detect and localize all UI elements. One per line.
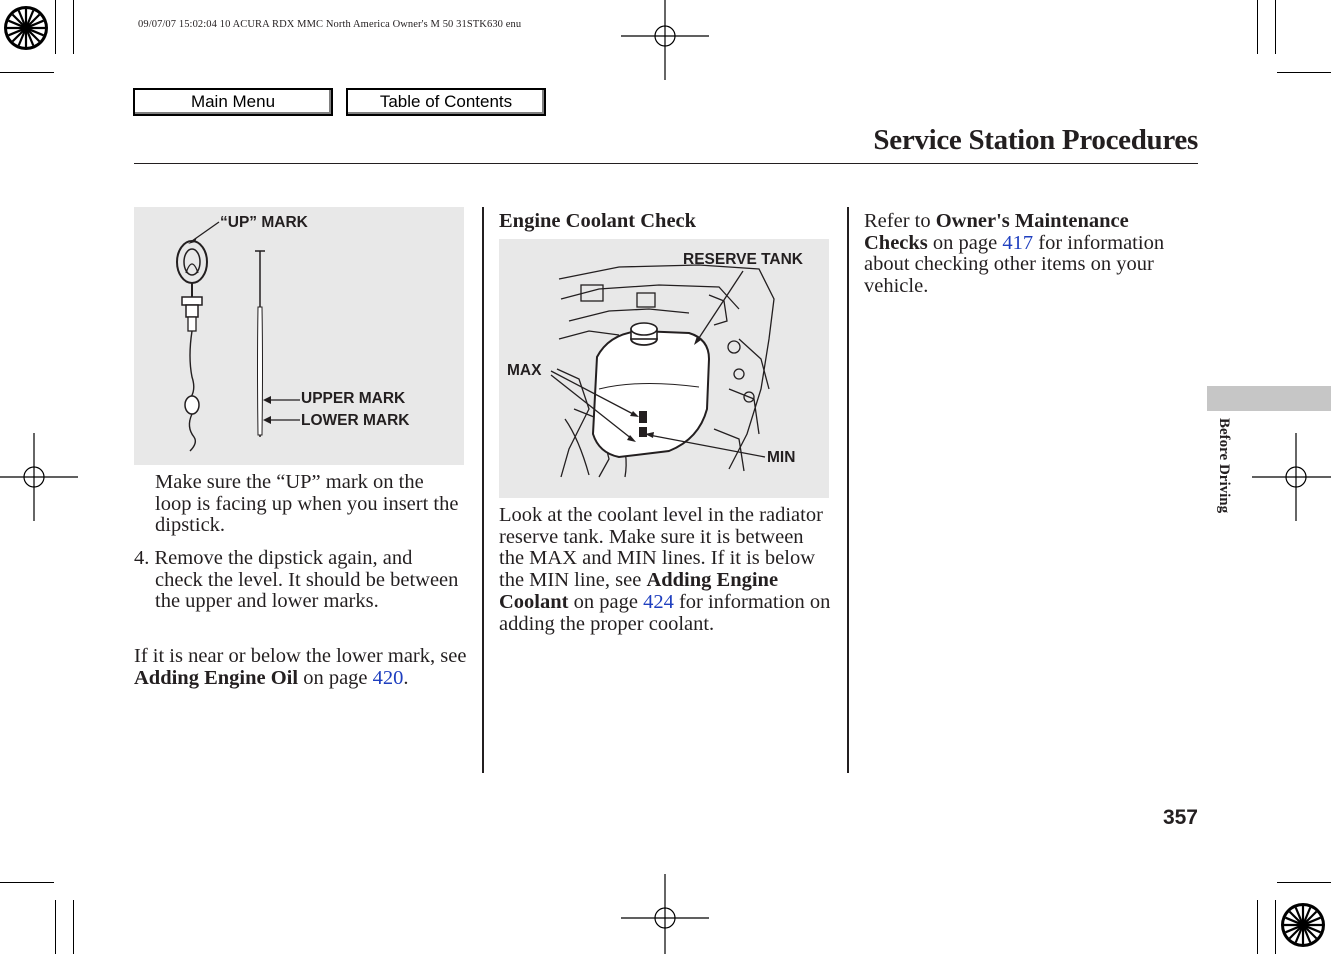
page-title: Service Station Procedures	[873, 124, 1198, 156]
page-417-link[interactable]: 417	[1002, 231, 1034, 254]
column-divider-1	[482, 207, 484, 773]
max-label: MAX	[507, 362, 542, 379]
page-number: 357	[1162, 806, 1198, 829]
min-label: MIN	[767, 449, 796, 466]
reserve-tank-label: RESERVE TANK	[683, 251, 804, 268]
page-420-link[interactable]: 420	[372, 666, 404, 689]
engine-coolant-heading: Engine Coolant Check	[499, 210, 697, 232]
step-4-instruction: 4. Remove the dipstick again, and check the level. It should be between the upper and lower marks.	[134, 547, 459, 613]
dipstick-figure	[134, 207, 464, 465]
owners-maintenance-checks-ref: Owner's Maintenance Checks	[864, 210, 1129, 254]
upper-mark-label: UPPER MARK	[301, 390, 406, 407]
adding-engine-coolant-ref: Adding Engine Coolant	[499, 569, 779, 613]
title-divider	[134, 163, 1198, 164]
column-divider-2	[847, 207, 849, 773]
coolant-instruction: Look at the coolant level in the radiator reserve tank. Make sure it is between the MAX and MIN lines. If it is below the MIN line, see Adding Engine Coolant on page 424 for information on adding the proper coolant.	[499, 504, 831, 635]
dipstick-illustration	[134, 207, 464, 465]
section-tab-label: Before Driving	[1216, 418, 1232, 514]
up-mark-label: “UP” MARK	[220, 214, 308, 231]
table-of-contents-button[interactable]: Table of Contents	[346, 88, 546, 116]
lower-mark-label: LOWER MARK	[301, 412, 410, 429]
dipstick-instruction: Make sure the “UP” mark on the loop is facing up when you insert the dipstick.	[155, 471, 459, 537]
coolant-figure	[499, 239, 829, 498]
section-tab	[1207, 386, 1331, 411]
low-oil-note: If it is near or below the lower mark, see Adding Engine Oil on page 420.	[134, 645, 467, 689]
maintenance-checks-note: Refer to Owner's Maintenance Checks on page 417 for information about checking other items on your vehicle.	[864, 210, 1165, 298]
page-424-link[interactable]: 424	[643, 590, 674, 613]
main-menu-button[interactable]: Main Menu	[133, 88, 333, 116]
adding-engine-oil-ref: Adding Engine Oil	[134, 666, 299, 689]
print-stamp: 09/07/07 15:02:04 10 ACURA RDX MMC North America Owner's M 50 31STK630 enu	[138, 19, 522, 30]
